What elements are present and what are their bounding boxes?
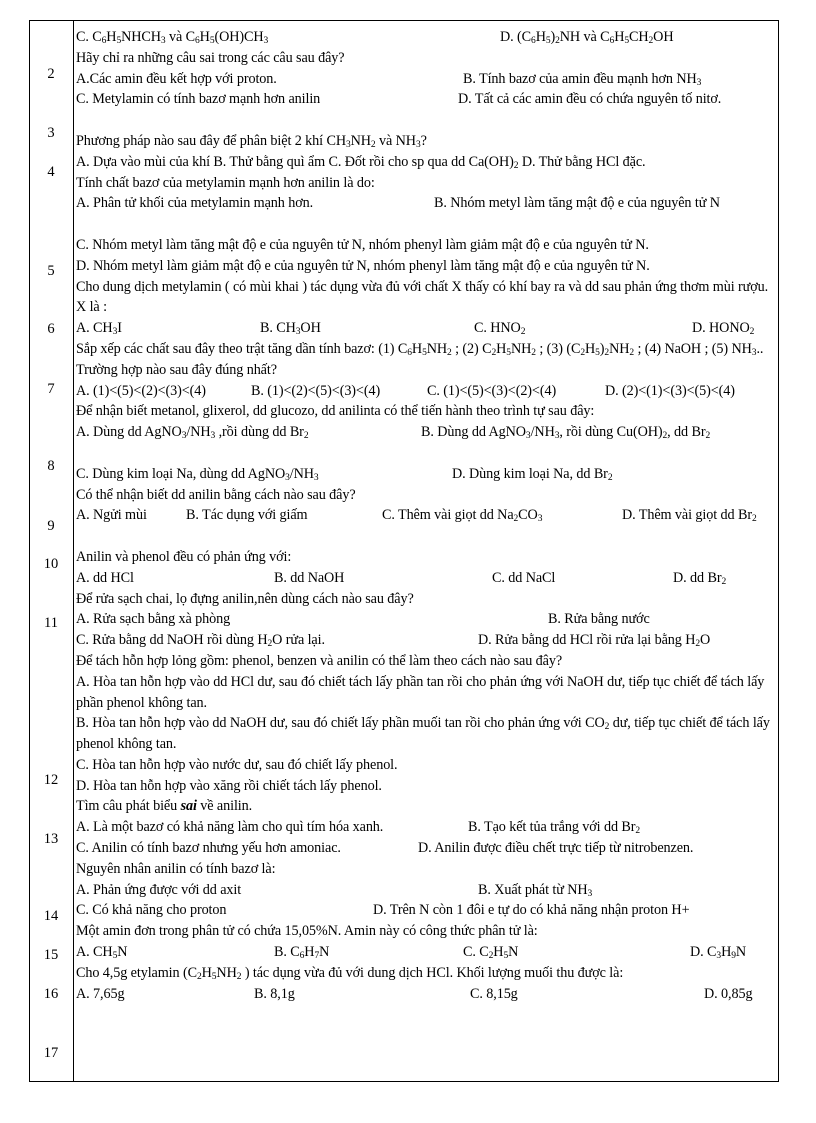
option-b: B. Tạo kết tủa trắng với dd $Br_2$ bbox=[468, 819, 641, 837]
row-number: 3 bbox=[47, 125, 55, 141]
option-a: A. Phân tử khối của metylamin mạnh hơn. bbox=[76, 195, 314, 212]
row-number: 17 bbox=[43, 1045, 59, 1061]
option-a: A. Dùng dd $AgNO_3/NH_3$ ,rồi dùng dd $Br_2$ bbox=[76, 424, 309, 442]
question-6-options bbox=[76, 381, 776, 402]
option-c: C. $HNO_2$ bbox=[474, 320, 526, 338]
question-9-stem: Anilin và phenol đều có phản ứng với: bbox=[76, 548, 292, 565]
option-a: A. Rửa sạch bằng xà phòng bbox=[76, 611, 231, 628]
option-b: B. 8,1g bbox=[254, 985, 295, 1002]
option-a: A. Ngửi mùi bbox=[76, 507, 147, 524]
option-a: A. Phản ứng được với dd axit bbox=[76, 881, 242, 898]
row-number: 8 bbox=[47, 458, 55, 474]
question-8-options bbox=[76, 505, 776, 526]
option-d: D. Tất cả các amin đều có chứa nguyên tố nitơ. bbox=[458, 91, 722, 108]
question-14-options bbox=[76, 942, 776, 963]
option-a: A. dd HCl bbox=[76, 569, 134, 586]
option-c: C. 8,15g bbox=[470, 985, 518, 1002]
question-7-options-ab bbox=[76, 422, 776, 443]
question-2-stem: Hãy chỉ ra những câu sai trong các câu sau đây? bbox=[76, 49, 345, 66]
option-a: A. 7,65g bbox=[76, 985, 125, 1002]
stem-text: về anilin. bbox=[196, 798, 253, 815]
question-11-stem: Để tách hỗn hợp lỏng gồm: phenol, benzen và anilin có thể làm theo cách nào sau đây? bbox=[76, 652, 563, 669]
row-number: 11 bbox=[44, 615, 58, 631]
option-b: B. Dùng dd $AgNO_3/NH_3$, rồi dùng $Cu(OH)_2$, dd $Br_2$ bbox=[421, 424, 711, 442]
option-c: C. $C_6H_5NHCH_3$ và $C_6H_5(OH)CH_3$ bbox=[76, 29, 269, 46]
option-d: D. $(C_6H_5)_2NH$ và $C_6H_5CH_2OH$ bbox=[500, 29, 674, 46]
question-7-options-cd bbox=[76, 464, 776, 485]
question-2-options-cd bbox=[76, 89, 776, 110]
option-c: C. Metylamin có tính bazơ mạnh hơn anilin bbox=[76, 91, 321, 108]
option-c: C. $C_2H_5N$ bbox=[463, 944, 519, 962]
row-number: 15 bbox=[43, 947, 59, 963]
row-number: 9 bbox=[47, 518, 55, 534]
option-d: D. Hòa tan hỗn hợp vào xăng rồi chiết tách lấy phenol. bbox=[76, 777, 382, 794]
option-b: B. Hòa tan hỗn hợp vào dd NaOH dư, sau đó chiết lấy phần muối tan rồi cho phản ứng với $CO_2$ dư, tiếp tục chiết để tách lấy phenol không tan. bbox=[76, 715, 770, 753]
option-d: D. 0,85g bbox=[704, 985, 753, 1002]
question-5-options bbox=[76, 318, 776, 339]
option-b: B. Nhóm metyl làm tăng mật độ e của nguyên tử N bbox=[434, 195, 720, 212]
question-13-stem: Nguyên nhân anilin có tính bazơ là: bbox=[76, 860, 276, 877]
question-12-options-ab bbox=[76, 817, 776, 838]
option-c: C. Anilin có tính bazơ nhưng yếu hơn amoniac. bbox=[76, 840, 341, 857]
option-d: D. Anilin được điều chết trực tiếp từ nitrobenzen. bbox=[418, 840, 694, 857]
option-d: D. Nhóm metyl làm giảm mật độ e của nguyên tử N, nhóm phenyl làm tăng mật độ e của nguyên tử N. bbox=[76, 257, 650, 274]
question-12-stem bbox=[76, 796, 776, 817]
option-c: C. Hòa tan hỗn hợp vào nước dư, sau đó chiết lấy phenol. bbox=[76, 756, 398, 773]
question-12-options-cd bbox=[76, 838, 776, 859]
row-number: 6 bbox=[47, 321, 55, 337]
option-a: A. (1)<(5)<(2)<(3)<(4) bbox=[76, 382, 206, 399]
row-number: 12 bbox=[43, 772, 59, 788]
question-14-stem: Một amin đơn trong phân tử có chứa 15,05%N. Amin này có công thức phân tử là: bbox=[76, 923, 538, 940]
option-a: A. $CH_5N$ bbox=[76, 944, 128, 962]
option-b: B. Tính bazơ của amin đều mạnh hơn $NH_3$ bbox=[463, 70, 702, 88]
option-b: B. Rửa bằng nước bbox=[548, 611, 650, 628]
option-a: A. Là một bazơ có khả năng làm cho quì tím hóa xanh. bbox=[76, 819, 384, 836]
option-c: C. Nhóm metyl làm tăng mật độ e của nguyên tử N, nhóm phenyl làm giảm mật độ e của nguyên tử N. bbox=[76, 236, 649, 253]
option-b: B. dd NaOH bbox=[274, 569, 345, 586]
option-c: C. (1)<(5)<(3)<(2)<(4) bbox=[427, 382, 557, 399]
question-3-options: A. Dựa vào mùi của khí B. Thử bằng quì ẩm C. Đốt rồi cho sp qua dd $Ca(OH)_2$ D. Thử bằng HCl đặc. bbox=[76, 153, 646, 171]
option-c: C. Rửa bằng dd NaOH rồi dùng $H_2O$ rửa lại. bbox=[76, 632, 325, 650]
option-d: D. Thêm vài giọt dd $Br_2$ bbox=[622, 507, 757, 525]
question-7-stem: Để nhận biết metanol, glixerol, dd glucozo, dd anilinta có thể tiến hành theo trình tự sau đây: bbox=[76, 403, 595, 420]
question-3-stem: Phương pháp nào sau đây để phân biệt 2 khí $CH_3NH_2$ và $NH_3$? bbox=[76, 132, 427, 150]
question-10-options-cd bbox=[76, 630, 776, 651]
question-4-stem: Tính chất bazơ của metylamin mạnh hơn anilin là do: bbox=[76, 174, 375, 191]
option-d: D. Rửa bằng dd HCl rồi rửa lại bằng $H_2O$ bbox=[478, 632, 711, 650]
question-6-stem: Sắp xếp các chất sau đây theo trật tăng dần tính bazơ: (1) $C_6H_5NH_2$ ; (2) $C_2H_5NH_2$ ; (3) $(C_2H_5)_2NH_2$ ; (4) NaOH ; (5) $NH_3$.. Trường hợp nào sau đây đúng nhất? bbox=[76, 340, 764, 378]
option-b: B. Xuất phát từ $NH_3$ bbox=[478, 881, 593, 899]
option-a: A.Các amin đều kết hợp với proton. bbox=[76, 70, 277, 87]
option-c: C. Thêm vài giọt dd $Na_2CO_3$ bbox=[382, 507, 543, 525]
row-number: 16 bbox=[43, 986, 59, 1002]
option-b: B. $C_6H_7N$ bbox=[274, 944, 330, 962]
question-8-stem: Có thể nhận biết dd anilin bằng cách nào sau đây? bbox=[76, 486, 356, 503]
row-number: 14 bbox=[43, 908, 59, 924]
option-b: B. (1)<(2)<(5)<(3)<(4) bbox=[251, 382, 381, 399]
option-c: C. dd NaCl bbox=[492, 569, 556, 586]
question-5-stem: Cho dung dịch metylamin ( có mùi khai ) tác dụng vừa đủ với chất X thấy có khí bay ra và dd sau phản ứng thơm mùi rượu. X là : bbox=[76, 278, 769, 316]
row-number: 7 bbox=[47, 381, 55, 397]
option-a: A. $CH_3I$ bbox=[76, 320, 122, 338]
option-c: C. Có khả năng cho proton bbox=[76, 902, 227, 919]
row-number: 5 bbox=[47, 263, 55, 279]
option-d: D. $C_3H_9N$ bbox=[690, 944, 747, 962]
stem-emphasis: sai bbox=[180, 798, 197, 815]
question-13-options-ab bbox=[76, 880, 776, 901]
option-d: D. Dùng kim loại Na, dd $Br_2$ bbox=[452, 465, 613, 483]
option-c: C. Dùng kim loại Na, dùng dd $AgNO_3/NH_3$ bbox=[76, 465, 319, 483]
stem-text: Tìm câu phát biểu bbox=[76, 798, 181, 815]
question-1-options bbox=[76, 27, 776, 48]
option-a: A. Hòa tan hỗn hợp vào dd HCl dư, sau đó chiết tách lấy phần tan rồi cho phản ứng với NaOH dư, tiếp tục chiết để tách lấy phần phenol không tan. bbox=[76, 673, 765, 711]
question-15-stem: Cho 4,5g etylamin ($C_2H_5NH_2$ ) tác dụng vừa đủ với dung dịch HCl. Khối lượng muối thu được là: bbox=[76, 964, 624, 982]
option-b: B. Tác dụng với giấm bbox=[186, 507, 308, 524]
option-d: D. Trên N còn 1 đôi e tự do có khả năng nhận proton H+ bbox=[373, 902, 690, 919]
question-10-stem: Để rửa sạch chai, lọ đựng anilin,nên dùng cách nào sau đây? bbox=[76, 590, 414, 607]
question-9-options bbox=[76, 568, 776, 589]
questions-content bbox=[76, 27, 776, 1004]
question-15-options bbox=[76, 984, 776, 1005]
row-number: 13 bbox=[43, 831, 59, 847]
question-10-options-ab bbox=[76, 609, 776, 630]
row-number: 4 bbox=[47, 164, 55, 180]
option-b: B. $CH_3OH$ bbox=[260, 320, 321, 338]
number-column-divider bbox=[73, 20, 74, 1082]
question-4-options-ab bbox=[76, 193, 776, 214]
question-13-options-cd bbox=[76, 900, 776, 921]
option-d: D. dd $Br_2$ bbox=[673, 569, 727, 587]
option-d: D. (2)<(1)<(3)<(5)<(4) bbox=[605, 382, 735, 399]
row-number: 10 bbox=[43, 556, 59, 572]
option-d: D. $HONO_2$ bbox=[692, 320, 755, 338]
question-2-options-ab bbox=[76, 69, 776, 90]
row-number: 2 bbox=[47, 66, 55, 82]
